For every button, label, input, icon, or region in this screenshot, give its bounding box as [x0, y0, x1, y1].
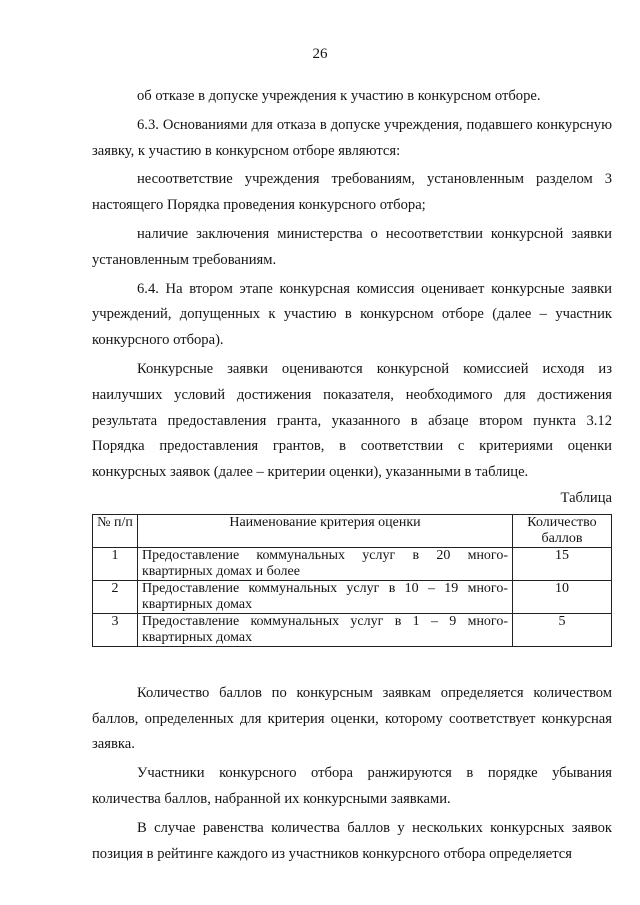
paragraph: Количество баллов по конкурсным заявкам определяется количеством баллов, определенных для критерия оценки, которому соответствует конкурсная заявка. [92, 684, 612, 753]
paragraph: Конкурсные заявки оцениваются конкурсной комиссией исходя из наилучших условий достижения показателя, необходимого для достижения результата предоставления гранта, указанного в абзаце втором пункта 3.12 Порядка предоставления грантов, в соответствии с критериями оценки конкурсных заявок (далее – критерии оценки), указанными в таблице. [92, 360, 612, 481]
row-score: 10 [513, 580, 612, 613]
row-criterion-name: Предоставление коммунальных услуг в 1 – 9 много-квартирных домах [138, 613, 513, 646]
row-number: 1 [93, 547, 138, 580]
row-score: 15 [513, 547, 612, 580]
paragraph: наличие заключения министерства о несоответствии конкурсной заявки установленным требованиям. [92, 225, 612, 268]
row-score: 5 [513, 613, 612, 646]
body-text [92, 84, 612, 867]
header-criterion-name: Наименование критерия оценки [138, 514, 513, 547]
row-number: 3 [93, 613, 138, 646]
paragraph: 6.3. Основаниями для отказа в допуске учреждения, подавшего конкурсную заявку, к участию в конкурсном отборе являются: [92, 116, 612, 159]
paragraph: В случае равенства количества баллов у нескольких конкурсных заявок позиция в рейтинге каждого из участников конкурсного отбора определяется [92, 819, 612, 862]
row-criterion-name: Предоставление коммунальных услуг в 20 много-квартирных домах и более [138, 547, 513, 580]
paragraph: 6.4. На втором этапе конкурсная комиссия оценивает конкурсные заявки учреждений, допущенных к участию в конкурсном отборе (далее – участник конкурсного отбора). [92, 280, 612, 349]
table-row [93, 613, 612, 646]
table-header-row [93, 514, 612, 547]
paragraph: Участники конкурсного отбора ранжируются в порядке убывания количества баллов, набранной их конкурсными заявками. [92, 765, 612, 807]
row-criterion-name: Предоставление коммунальных услуг в 10 – 19 много-квартирных домах [138, 580, 513, 613]
paragraph: об отказе в допуске учреждения к участию в конкурсном отборе. [137, 88, 541, 104]
row-number: 2 [93, 580, 138, 613]
table-row [93, 580, 612, 613]
paragraph: несоответствие учреждения требованиям, установленным разделом 3 настоящего Порядка проведения конкурсного отбора; [92, 171, 612, 214]
table-caption: Таблица [560, 489, 612, 506]
criteria-table [92, 514, 612, 647]
header-number: № п/п [93, 514, 138, 547]
page-number: 26 [312, 46, 328, 62]
header-score: Количество баллов [513, 514, 612, 547]
table-row [93, 547, 612, 580]
